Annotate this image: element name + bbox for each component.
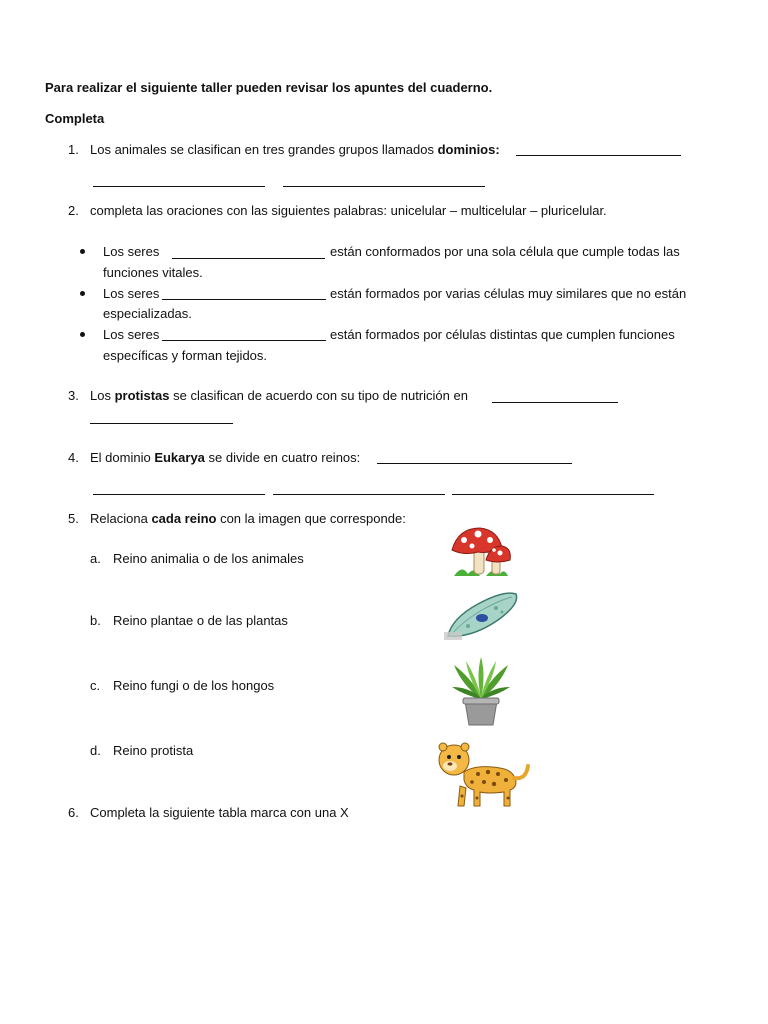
paramecium-icon	[442, 588, 522, 644]
q4-answer-line-4[interactable]	[452, 494, 654, 495]
q2-b1-cont: funciones vitales.	[103, 265, 203, 280]
q1-plain: Los animales se clasifican en tres grandes grupos llamados	[90, 142, 438, 157]
q2-b3-answer-line[interactable]	[162, 340, 326, 341]
leopard-icon	[436, 736, 532, 810]
q3-text	[90, 388, 468, 403]
q5-c-letter: c.	[90, 678, 101, 693]
q2-b1-answer-line[interactable]	[172, 258, 325, 259]
q5-d-text: Reino protista	[113, 743, 194, 758]
mushroom-icon	[448, 526, 514, 578]
q3-answer-line-2[interactable]	[90, 423, 233, 424]
q1-answer-line-3[interactable]	[283, 186, 485, 187]
q1-bold: dominios:	[437, 142, 500, 157]
q1-answer-line-2[interactable]	[93, 186, 265, 187]
q2-b3-end: están formados por células distintas que cumplen funciones	[330, 327, 675, 342]
q2-text: completa las oraciones con las siguientes palabras: unicelular – multicelular – pluricelular.	[90, 203, 607, 218]
q2-b2-answer-line[interactable]	[162, 299, 326, 300]
q1-number: 1.	[68, 142, 79, 157]
q4-number: 4.	[68, 450, 79, 465]
q4-answer-line-3[interactable]	[273, 494, 445, 495]
q4-text	[90, 450, 360, 465]
q1-answer-line-1[interactable]	[516, 155, 681, 156]
q5-pre: Relaciona	[90, 511, 152, 526]
q4-pre: El dominio	[90, 450, 155, 465]
q2-b2-start: Los seres	[103, 286, 160, 301]
q5-number: 5.	[68, 511, 79, 526]
q5-a-letter: a.	[90, 551, 101, 566]
q5-d-letter: d.	[90, 743, 101, 758]
bullet-2	[80, 291, 85, 296]
q5-b-text: Reino plantae o de las plantas	[113, 613, 288, 628]
intro-text: Para realizar el siguiente taller pueden revisar los apuntes del cuaderno.	[45, 80, 493, 95]
q2-b2-cont: especializadas.	[103, 306, 192, 321]
q2-b3-start: Los seres	[103, 327, 160, 342]
q5-c-text: Reino fungi o de los hongos	[113, 678, 275, 693]
q2-b1-start: Los seres	[103, 244, 160, 259]
bullet-3	[80, 332, 85, 337]
bullet-1	[80, 249, 85, 254]
q6-number: 6.	[68, 805, 79, 820]
q1-text	[90, 142, 500, 157]
section-heading: Completa	[45, 111, 105, 126]
q5-bold: cada reino	[151, 511, 217, 526]
q5-b-letter: b.	[90, 613, 101, 628]
q5-post: con la imagen que corresponde:	[216, 511, 406, 526]
q3-bold: protistas	[114, 388, 170, 403]
q4-post: se divide en cuatro reinos:	[204, 450, 361, 465]
q2-b3-cont: específicas y forman tejidos.	[103, 348, 268, 363]
q4-bold: Eukarya	[154, 450, 205, 465]
q6-text: Completa la siguiente tabla marca con una X	[90, 805, 349, 820]
q3-post: se clasifican de acuerdo con su tipo de nutrición en	[169, 388, 468, 403]
q3-pre: Los	[90, 388, 115, 403]
q5-a-text: Reino animalia o de los animales	[113, 551, 304, 566]
plant-icon	[450, 655, 512, 727]
q5-text	[90, 511, 406, 526]
q4-answer-line-2[interactable]	[93, 494, 265, 495]
q3-number: 3.	[68, 388, 79, 403]
q2-b2-end: están formados por varias células muy similares que no están	[330, 286, 687, 301]
q2-number: 2.	[68, 203, 79, 218]
q4-answer-line-1[interactable]	[377, 463, 572, 464]
q2-b1-end: están conformados por una sola célula que cumple todas las	[330, 244, 680, 259]
q3-answer-line-1[interactable]	[492, 402, 618, 403]
